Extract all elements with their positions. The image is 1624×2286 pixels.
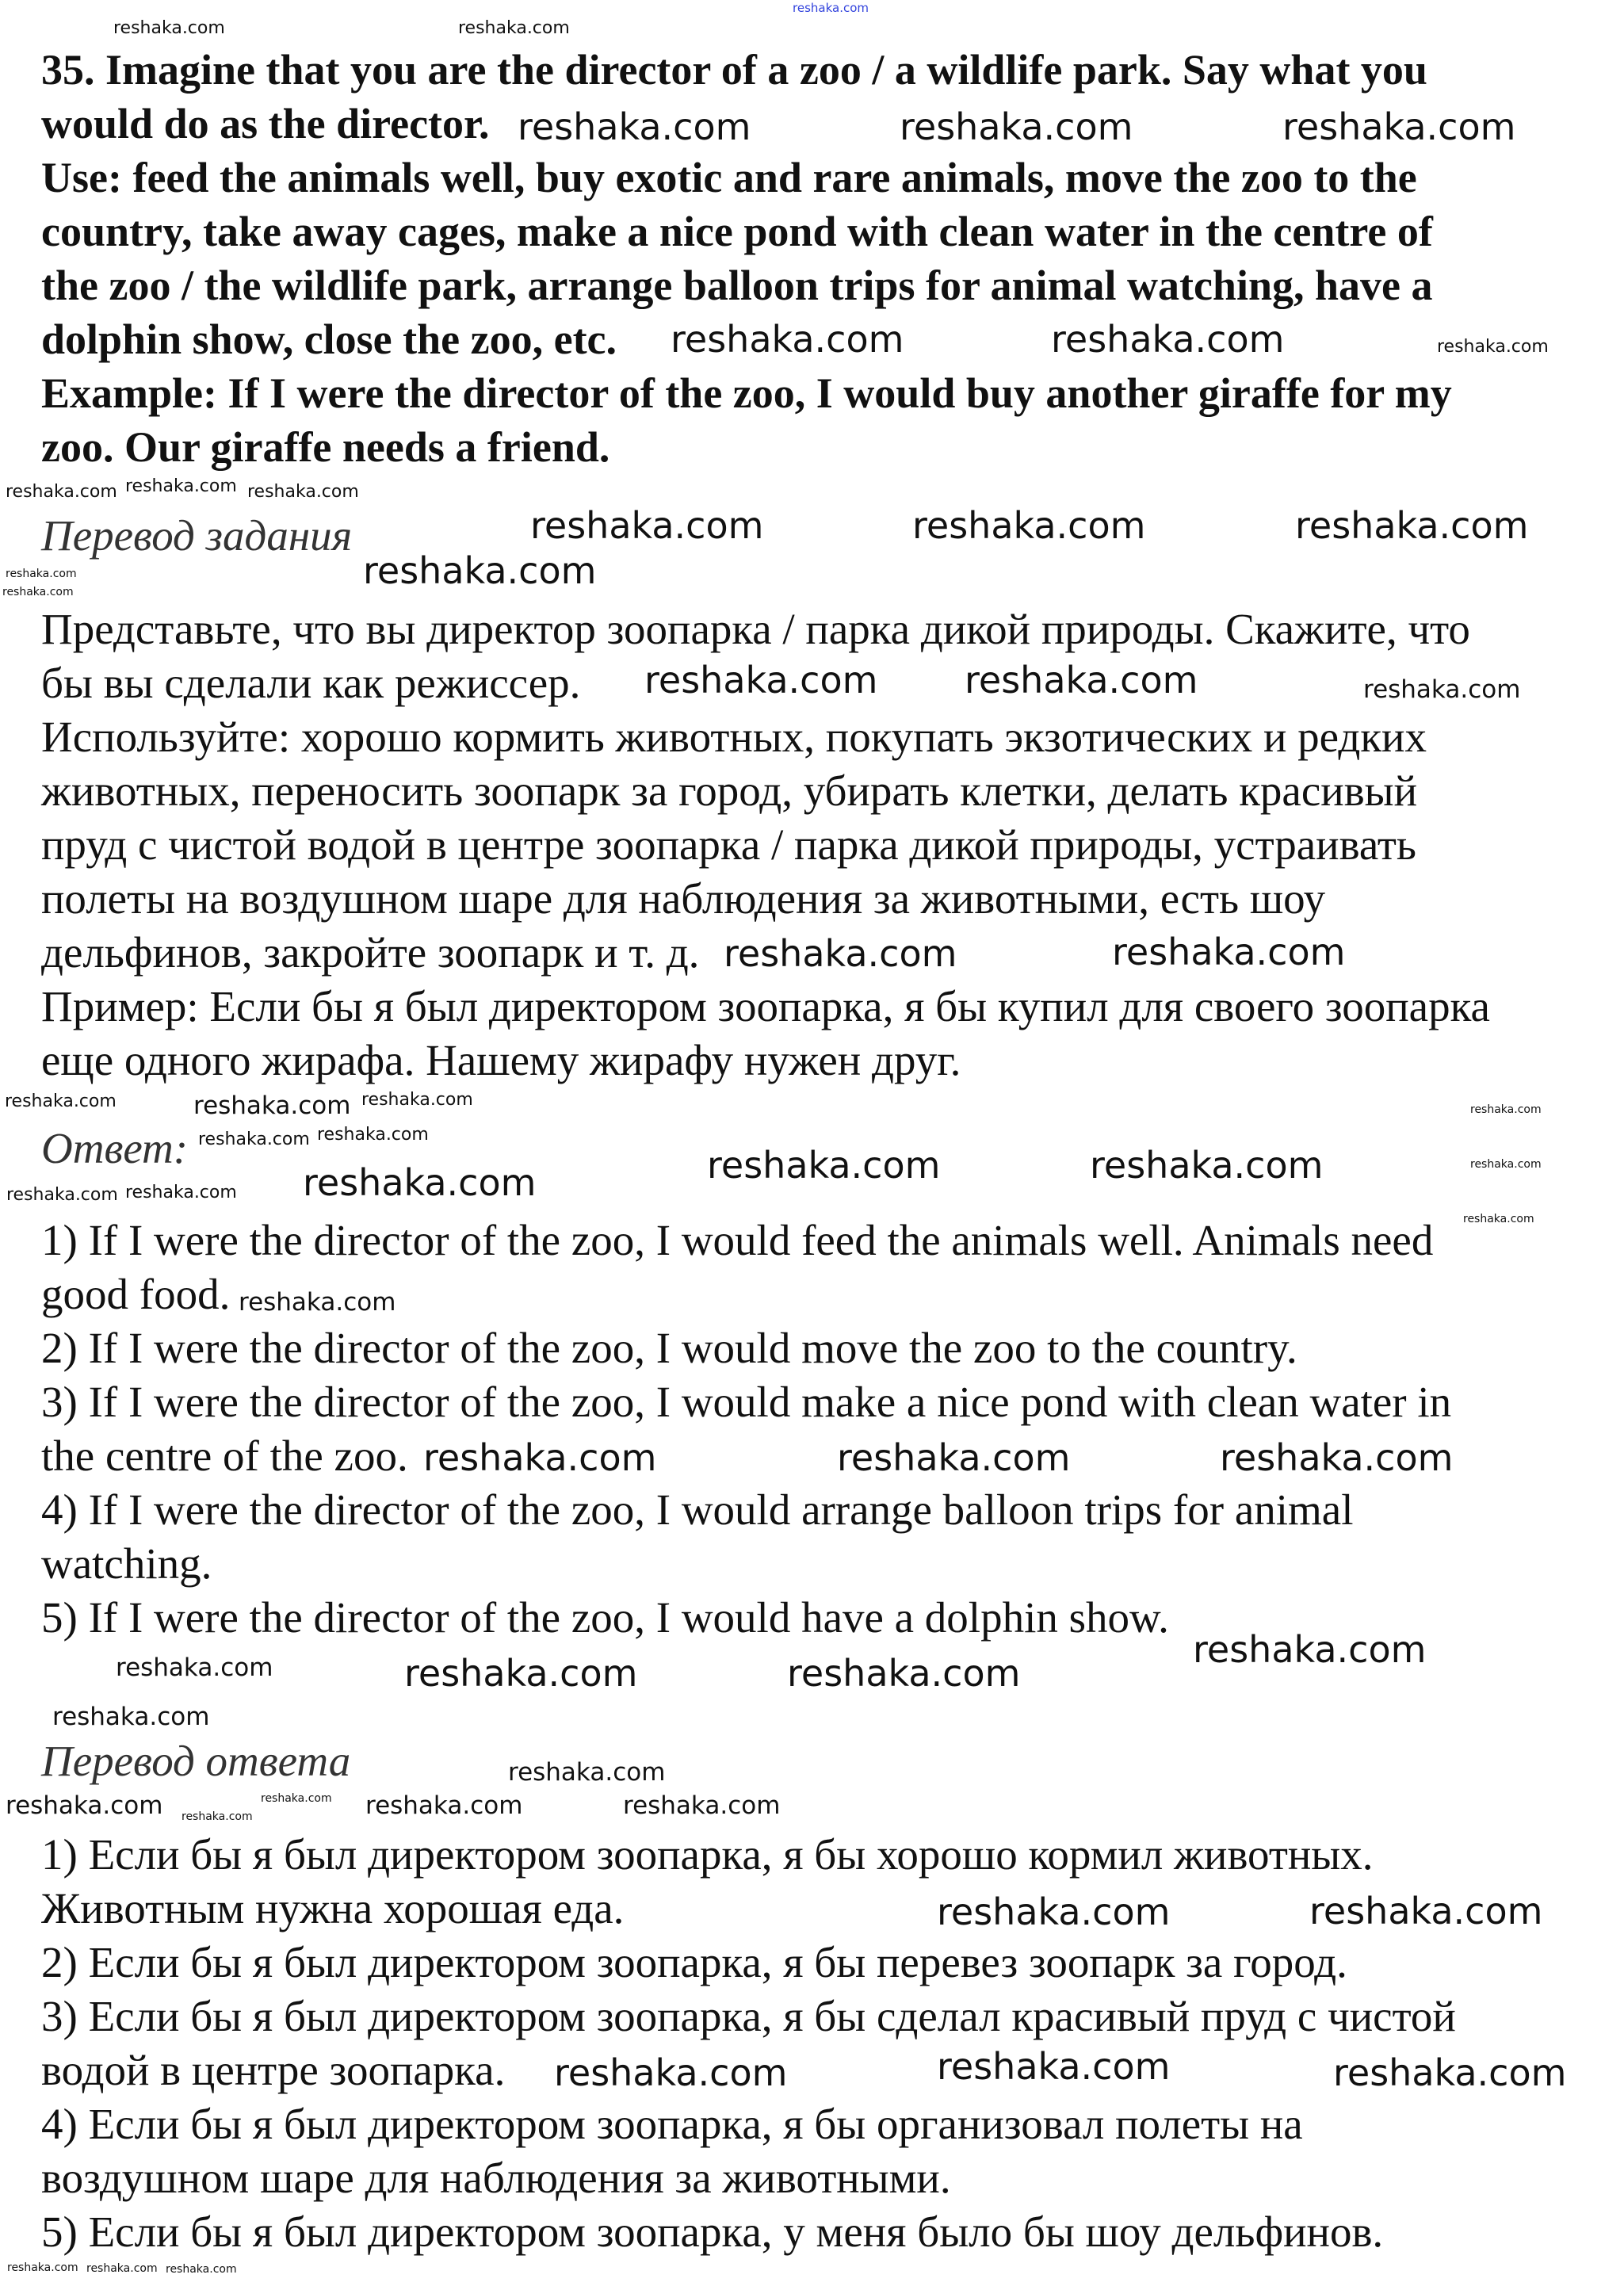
- watermark: reshaka.com: [1282, 105, 1516, 148]
- watermark: reshaka.com: [1112, 931, 1346, 973]
- text-line: watching.: [41, 1539, 212, 1588]
- text-line: бы вы сделали как режиссер.: [41, 659, 581, 707]
- text-line: Use: feed the animals well, buy exotic and rare animals, move the zoo to the: [41, 154, 1417, 201]
- watermark: reshaka.com: [1051, 318, 1285, 361]
- text-line: водой в центре зоопарка.: [41, 2046, 506, 2094]
- watermark: reshaka.com: [965, 659, 1198, 701]
- watermark: reshaka.com: [2, 586, 74, 598]
- watermark: reshaka.com: [1463, 1213, 1534, 1225]
- watermark: reshaka.com: [6, 568, 77, 580]
- watermark: reshaka.com: [724, 932, 957, 975]
- watermark: reshaka.com: [125, 1183, 237, 1202]
- watermark: reshaka.com: [518, 105, 751, 148]
- watermark: reshaka.com: [113, 18, 225, 38]
- watermark: reshaka.com: [530, 504, 764, 547]
- watermark: reshaka.com: [1437, 337, 1549, 357]
- text-line: Животным нужна хорошая еда.: [41, 1884, 625, 1932]
- watermark: reshaka.com: [671, 318, 904, 361]
- watermark: reshaka.com: [1363, 675, 1521, 704]
- text-line: 4) Если бы я был директором зоопарка, я бы организовал полеты на: [41, 2100, 1303, 2148]
- text-line: дельфинов, закройте зоопарк и т. д.: [41, 928, 700, 977]
- text-line: еще одного жирафа. Нашему жирафу нужен друг.: [41, 1036, 961, 1084]
- watermark: reshaka.com: [52, 1703, 210, 1731]
- watermark: reshaka.com: [837, 1436, 1071, 1479]
- watermark: reshaka.com: [7, 2261, 78, 2274]
- watermark: reshaka.com: [5, 1091, 117, 1111]
- watermark: reshaka.com: [554, 2051, 788, 2094]
- text-line: dolphin show, close the zoo, etc.: [41, 315, 617, 363]
- text-line: 3) Если бы я был директором зоопарка, я бы сделал красивый пруд с чистой: [41, 1992, 1456, 2040]
- text-line: 2) If I were the director of the zoo, I would move the zoo to the country.: [41, 1324, 1297, 1372]
- watermark: reshaka.com: [6, 482, 117, 502]
- text-line: 3) If I were the director of the zoo, I would make a nice pond with clean water in: [41, 1378, 1452, 1426]
- text-line: воздушном шаре для наблюдения за животными.: [41, 2154, 951, 2202]
- text-line: the centre of the zoo.: [41, 1432, 408, 1480]
- text-line: 1) If I were the director of the zoo, I would feed the animals well. Animals need: [41, 1216, 1434, 1264]
- watermark: reshaka.com: [247, 482, 359, 502]
- text-line: 5) If I were the director of the zoo, I would have a dolphin show.: [41, 1593, 1169, 1642]
- watermark: reshaka.com: [912, 504, 1146, 547]
- text-line: Используйте: хорошо кормить животных, покупать экзотических и редких: [41, 713, 1427, 761]
- watermark: reshaka.com: [1220, 1436, 1454, 1479]
- text-line: country, take away cages, make a nice pond with clean water in the centre of: [41, 208, 1433, 255]
- watermark: reshaka.com: [1470, 1158, 1542, 1171]
- watermark: reshaka.com: [303, 1161, 537, 1204]
- text-line: zoo. Our giraffe needs a friend.: [41, 423, 610, 471]
- text-line: good food.: [41, 1270, 231, 1318]
- watermark: reshaka.com: [6, 1185, 118, 1205]
- watermark: reshaka.com: [623, 1791, 781, 1820]
- answer-text: [41, 1214, 1454, 1645]
- watermark: reshaka.com: [937, 1890, 1171, 1933]
- watermark: reshaka.com: [166, 2263, 237, 2276]
- watermark: reshaka.com: [125, 476, 237, 496]
- text-line: 35. Imagine that you are the director of a zoo / a wildlife park. Say what you: [41, 46, 1427, 94]
- watermark: reshaka.com: [1295, 504, 1529, 547]
- text-line: Представьте, что вы директор зоопарка / парка дикой природы. Скажите, что: [41, 605, 1470, 653]
- watermark: reshaka.com: [1193, 1628, 1427, 1671]
- watermark: reshaka.com: [182, 1810, 253, 1823]
- watermark: reshaka.com: [644, 659, 878, 701]
- text-line: 4) If I were the director of the zoo, I would arrange balloon trips for animal: [41, 1485, 1354, 1534]
- task-translation-text: [41, 602, 1490, 1088]
- watermark: reshaka.com: [423, 1436, 657, 1479]
- task-translation-heading: Перевод задания: [41, 511, 353, 560]
- watermark: reshaka.com: [1333, 2051, 1567, 2094]
- watermark: reshaka.com: [317, 1125, 429, 1145]
- watermark: reshaka.com: [458, 18, 570, 38]
- watermark: reshaka.com: [937, 2045, 1171, 2088]
- watermark: reshaka.com: [1090, 1144, 1324, 1187]
- text-line: Example: If I were the director of the zoo, I would buy another giraffe for my: [41, 369, 1452, 417]
- watermark: reshaka.com: [239, 1288, 396, 1317]
- watermark: reshaka.com: [198, 1130, 310, 1149]
- watermark: reshaka.com: [86, 2262, 158, 2275]
- text-line: Пример: Если бы я был директором зоопарка, я бы купил для своего зоопарка: [41, 982, 1490, 1030]
- watermark: reshaka.com: [363, 549, 597, 592]
- watermark: reshaka.com: [6, 1791, 163, 1820]
- watermark: reshaka.com: [404, 1652, 638, 1695]
- watermark: reshaka.com: [365, 1791, 523, 1820]
- text-line: полеты на воздушном шаре для наблюдения за животными, есть шоу: [41, 874, 1326, 923]
- answer-heading: Ответ:: [41, 1124, 189, 1172]
- answer-translation-heading: Перевод ответа: [41, 1737, 351, 1785]
- watermark: reshaka.com: [261, 1792, 332, 1805]
- watermark: reshaka.com: [193, 1091, 351, 1120]
- text-line: пруд с чистой водой в центре зоопарка / парка дикой природы, устраивать: [41, 820, 1416, 869]
- watermark: reshaka.com: [508, 1758, 666, 1787]
- watermark: reshaka.com: [361, 1090, 473, 1110]
- watermark: reshaka.com: [787, 1652, 1021, 1695]
- watermark: reshaka.com: [116, 1653, 273, 1682]
- text-line: животных, переносить зоопарк за город, убирать клетки, делать красивый: [41, 766, 1418, 815]
- watermark: reshaka.com: [707, 1144, 941, 1187]
- header-watermark: reshaka.com: [793, 1, 869, 15]
- text-line: would do as the director.: [41, 100, 490, 147]
- text-line: the zoo / the wildlife park, arrange balloon trips for animal watching, have a: [41, 262, 1433, 309]
- text-line: 2) Если бы я был директором зоопарка, я бы перевез зоопарк за город.: [41, 1938, 1347, 1986]
- text-line: 1) Если бы я был директором зоопарка, я бы хорошо кормил животных.: [41, 1830, 1374, 1879]
- watermark: reshaka.com: [1309, 1890, 1543, 1932]
- text-line: 5) Если бы я был директором зоопарка, у меня было бы шоу дельфинов.: [41, 2208, 1384, 2256]
- watermark: reshaka.com: [900, 105, 1133, 148]
- task-text: [41, 43, 1452, 474]
- watermark: reshaka.com: [1470, 1103, 1542, 1116]
- answer-translation-text: [41, 1828, 1456, 2259]
